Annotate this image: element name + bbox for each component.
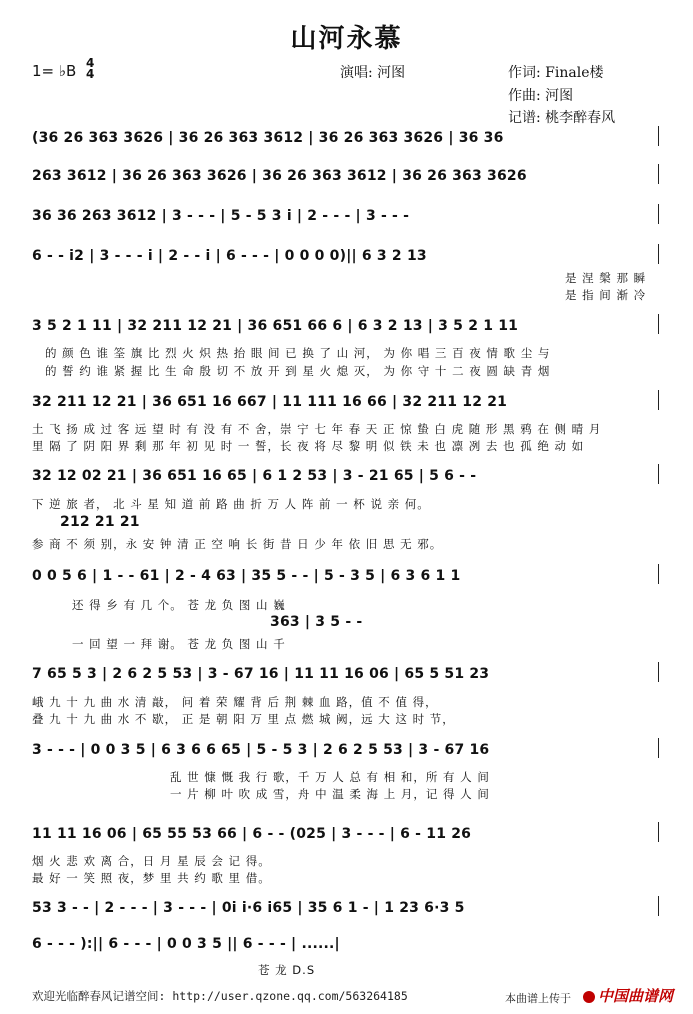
staff-line-6: 32 211 12 21 | 36 651 16 667 | 11 111 16 66 | 32 211 12 21 [32,394,508,410]
lyric-11b: 最 好 一 笑 照 夜，梦 里 共 约 歌 里 借。 [32,871,271,885]
lyric-7b: 参 商 不 须 别，永 安 钟 清 正 空 响 长 街 昔 日 少 年 依 旧 思 无 邪。 [32,537,443,551]
staff-line-1: (36 26 363 3626 | 36 26 363 3612 | 36 26 363 3626 | 36 36 [32,130,504,146]
bar-line [658,564,659,584]
staff-line-3: 36 36 263 3612 | 3 - - - | 5 - 5 3 i | 2 - - - | 3 - - - [32,208,410,224]
bar-line [658,822,659,842]
singer-credit: 演唱: 河图 [340,65,406,81]
staff-line-13: 6 - - - ):|| 6 - - - | 0 0 3 5 || 6 - - - | ......| [32,936,340,952]
time-signature-top: 4 [86,56,95,70]
lyric-6b: 里 隔 了 阴 阳 界 剩 那 年 初 见 时 一 誓，长 夜 将 尽 黎 明 似 铁 未 也 凛 冽 去 也 孤 绝 动 如 [32,439,585,453]
staff-line-12: 53 3 - - | 2 - - - | 3 - - - | 0i i·6 i65 | 35 6 1 - | 1 23 6·3 5 [32,900,465,916]
staff-line-7: 32 12 02 21 | 36 651 16 65 | 6 1 2 53 | 3 - 21 65 | 5 6 - - [32,468,477,484]
staff-line-11: 11 11 16 06 | 65 55 53 66 | 6 - - (025 | 3 - - - | 6 - 11 26 [32,826,472,842]
transcriber-credit: 记谱: 桃李醉春风 [508,110,616,126]
staff-line-4: 6 - - i2 | 3 - - - i | 2 - - i | 6 - - - | 0 0 0 0)|| 6 3 2 13 [32,248,427,264]
lyric-10b: 一 片 柳 叶 吹 成 雪，舟 中 温 柔 海 上 月，记 得 人 间 [170,787,490,801]
lyricist-credit: 作词: Finale楼 [508,65,604,81]
brand-name: 中国曲谱网 [598,987,674,1005]
footer-visit-text: 欢迎光临醉春风记谱空间: http://user.qzone.qq.com/563264185 [32,989,408,1003]
staff-line-8-alt: 363 | 3 5 - - [270,614,363,630]
time-signature-bottom: 4 [86,67,95,81]
lyric-11a: 烟 火 悲 欢 离 合，日 月 星 辰 会 记 得。 [32,854,271,868]
bar-line [658,464,659,484]
lyric-8a: 还 得 乡 有 几 个。 苍 龙 负 图 山 巍 [72,598,286,612]
bar-line [658,244,659,264]
staff-line-8: 0 0 5 6 | 1 - - 61 | 2 - 4 63 | 35 5 - - | 5 - 3 5 | 6 3 6 1 1 [32,568,461,584]
lyric-4a: 是 涅 槃 那 瞬 [565,271,647,285]
lyric-7a: 下 逆 旅 者， 北 斗 星 知 道 前 路 曲 折 万 人 阵 前 一 杯 说 亲 何。 [32,497,430,511]
lyric-9b: 叠 九 十 九 曲 水 不 歇， 正 是 朝 阳 万 里 点 燃 城 阙，远 大 这 时 节， [32,712,455,726]
bar-line [658,896,659,916]
bar-line [658,314,659,334]
time-signature [86,58,94,80]
brand-logo [583,985,673,1006]
staff-line-5: 3 5 2 1 11 | 32 211 12 21 | 36 651 66 6 | 6 3 2 13 | 3 5 2 1 11 [32,318,519,334]
bar-line [658,390,659,410]
lyric-9a: 峨 九 十 九 曲 水 清 敲， 问 着 荣 耀 背 后 荆 棘 血 路，值 不 值 得， [32,695,438,709]
score-title: 山河永慕 [290,24,403,54]
lyric-5a: 的 颜 色 谁 筌 旗 比 烈 火 炽 热 抬 眼 间 已 换 了 山 河， 为 你 唱 三 百 夜 情 歌 尘 与 [45,346,551,360]
footer-upload-text: 本曲谱上传于 [505,992,571,1005]
lyric-5b: 的 誓 约 谁 紧 握 比 生 命 殷 切 不 放 开 到 星 火 熄 灭， 为 你 守 十 二 夜 圆 缺 青 烟 [45,364,551,378]
lyric-4b: 是 指 间 渐 冷 [565,288,647,302]
staff-line-2: 263 3612 | 36 26 363 3626 | 36 26 363 3612 | 36 26 363 3626 [32,168,527,184]
staff-line-9: 7 65 5 3 | 2 6 2 5 53 | 3 - 67 16 | 11 11 16 06 | 65 5 51 23 [32,666,490,682]
brand-logo-icon [583,991,595,1003]
key-signature: 1= ♭B [32,62,77,80]
lyric-8b: 一 回 望 一 拜 谢。 苍 龙 负 图 山 千 [72,637,286,651]
lyric-6a: 土 飞 扬 成 过 客 远 望 时 有 没 有 不 舍，崇 宁 七 年 春 天 正 惊 蛰 白 虎 随 形 黑 鸦 在 侧 晴 月 [32,422,602,436]
lyric-13: 苍 龙 D.S [258,963,316,977]
bar-line [658,204,659,224]
bar-line [658,164,659,184]
bar-line [658,126,659,146]
bar-line [658,738,659,758]
composer-credit: 作曲: 河图 [508,88,574,104]
lyric-10a: 乱 世 慷 慨 我 行 歌，千 万 人 总 有 相 和，所 有 人 间 [170,770,490,784]
staff-line-7-alt: 212 21 21 [60,514,140,530]
staff-line-10: 3 - - - | 0 0 3 5 | 6 3 6 6 65 | 5 - 5 3 | 2 6 2 5 53 | 3 - 67 16 [32,742,490,758]
bar-line [658,662,659,682]
